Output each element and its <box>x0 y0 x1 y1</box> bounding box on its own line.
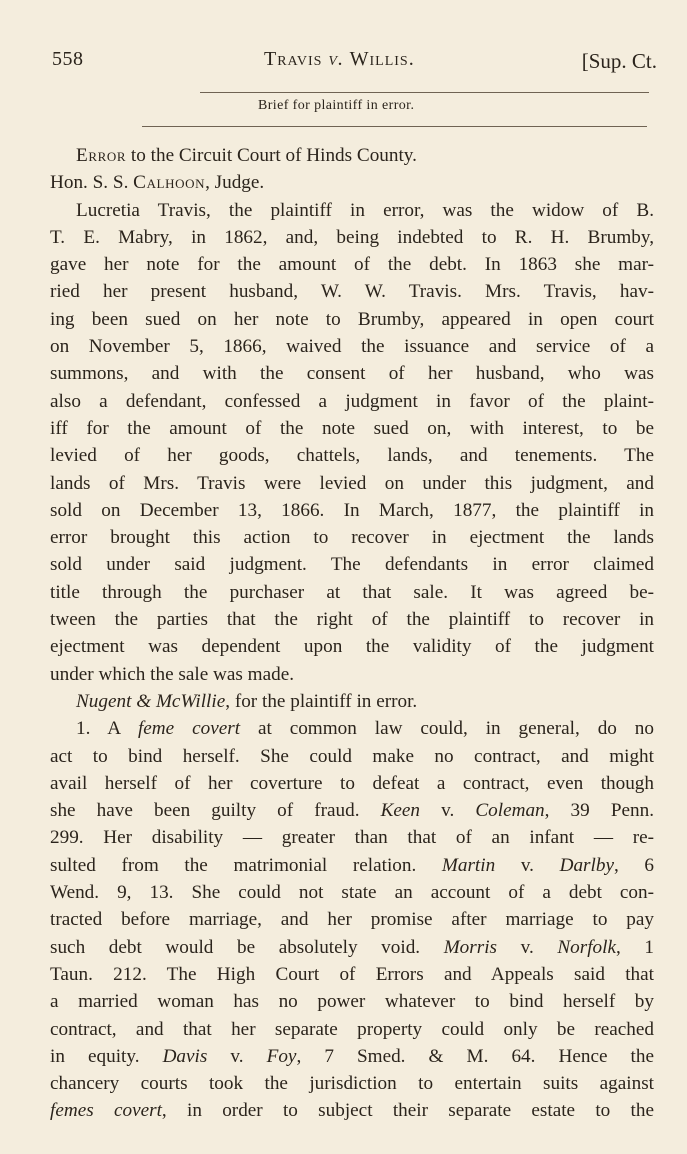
case-title <box>264 42 415 76</box>
body-text <box>50 142 654 1125</box>
text-line-13: lands of Mrs. Travis were levied on under this judgment, and <box>50 472 654 494</box>
text-line-17: title through the purchaser at that sale. It was agreed be- <box>50 581 654 603</box>
text-line-29: tracted before marriage, and her promise after marriage to pay <box>50 909 654 931</box>
text-line-36: femes covert, in order to subject their separate estate to the <box>50 1100 654 1122</box>
text-line-15: error brought this action to recover in ejectment the lands <box>50 527 654 549</box>
court-label: [Sup. Ct. <box>581 49 657 73</box>
text-line-10: also a defendant, confessed a judgment in favor of the plaint- <box>50 390 654 412</box>
text-line-8: on November 5, 1866, waived the issuance and service of a <box>50 336 654 358</box>
text-line-21: Nugent & McWillie, for the plaintiff in error. <box>76 690 418 712</box>
text-line-4: T. E. Mabry, in 1862, and, being indebted to R. H. Brumby, <box>50 226 654 248</box>
text-line-5: gave her note for the amount of the debt. In 1863 she mar- <box>50 254 654 276</box>
text-line-7: ing been sued on her note to Brumby, appeared in open court <box>50 308 654 330</box>
text-line-2: Hon. S. S. Calhoon, Judge. <box>50 172 265 194</box>
text-line-16: sold under said judgment. The defendants in error claimed <box>50 554 654 576</box>
text-line-24: avail herself of her coverture to defeat a contract, even though <box>50 772 654 794</box>
text-line-1: Error to the Circuit Court of Hinds County. <box>76 145 417 166</box>
text-line-23: act to bind herself. She could make no contract, and might <box>50 745 654 767</box>
text-line-9: summons, and with the consent of her husband, who was <box>50 363 654 385</box>
text-line-30: such debt would be absolutely void. Morris v. Norfolk, 1 <box>50 936 654 958</box>
text-line-12: levied of her goods, chattels, lands, and tenements. The <box>50 445 654 467</box>
text-line-33: contract, and that her separate property could only be reached <box>50 1018 654 1040</box>
text-line-11: iff for the amount of the note sued on, with interest, to be <box>50 417 654 439</box>
text-line-20: under which the sale was made. <box>50 663 295 685</box>
counsel-names: Nugent & McWillie <box>76 690 226 712</box>
text-line-14: sold on December 13, 1866. In March, 1877, the plaintiff in <box>50 499 654 521</box>
text-line-18: tween the parties that the right of the plaintiff to recover in <box>50 609 654 631</box>
text-line-22: 1. A feme covert at common law could, in general, do no <box>76 718 654 740</box>
case-title-part2: Willis. <box>349 48 415 70</box>
running-head <box>52 42 657 76</box>
header-rule-bottom <box>142 126 647 127</box>
header-rule-top <box>200 92 649 93</box>
text-line-35: chancery courts took the jurisdiction to entertain suits against <box>50 1073 654 1095</box>
text-line-19: ejectment was dependent upon the validity of the judgment <box>50 636 654 658</box>
subheading: Brief for plaintiff in error. <box>258 98 415 113</box>
text-line-25: she have been guilty of fraud. Keen v. Coleman, 39 Penn. <box>50 800 654 822</box>
text-line-32: a married woman has no power whatever to bind herself by <box>50 991 654 1013</box>
text-line-26: 299. Her disability — greater than that of an infant — re- <box>50 827 654 849</box>
case-title-v: v. <box>328 48 344 70</box>
case-title-part1: Travis <box>264 48 323 70</box>
text-line-28: Wend. 9, 13. She could not state an account of a debt con- <box>50 882 654 904</box>
text-line-3: Lucretia Travis, the plaintiff in error, was the widow of B. <box>76 199 654 221</box>
text-line-34: in equity. Davis v. Foy, 7 Smed. & M. 64. Hence the <box>50 1045 654 1067</box>
text-line-6: ried her present husband, W. W. Travis. Mrs. Travis, hav- <box>50 281 654 303</box>
page-number: 558 <box>52 48 84 70</box>
text-line-27: sulted from the matrimonial relation. Martin v. Darlby, 6 <box>50 854 654 876</box>
text-line-31: Taun. 212. The High Court of Errors and Appeals said that <box>50 963 654 985</box>
